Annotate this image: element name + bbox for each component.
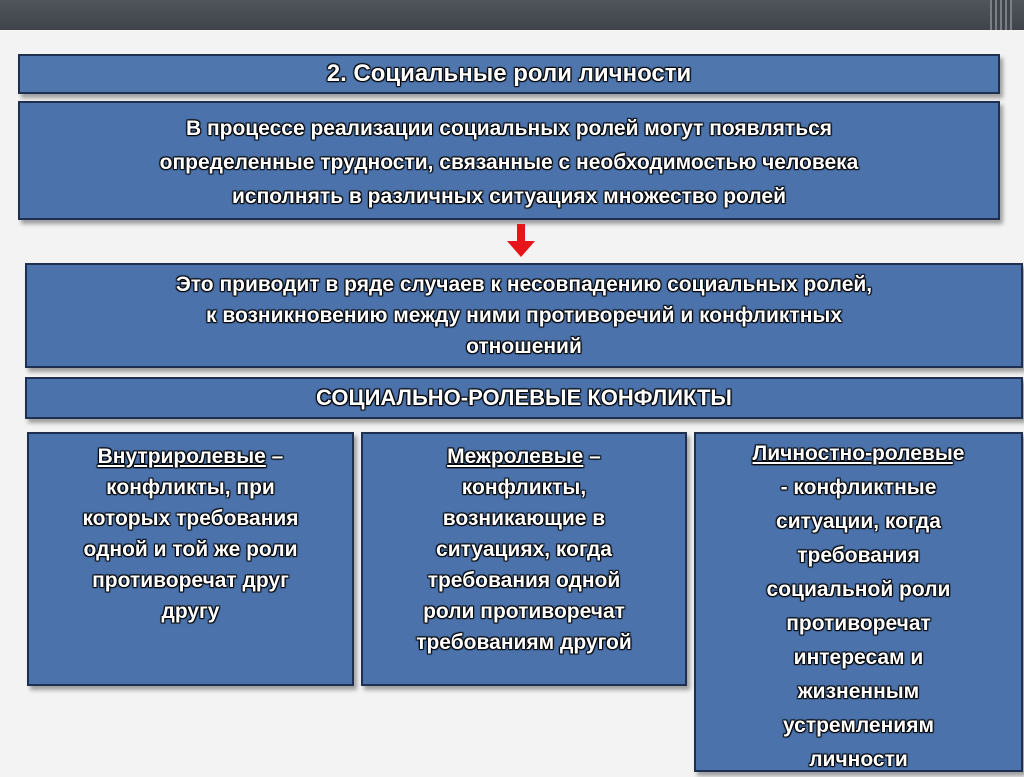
- consequence-line: Это приводит в ряде случаев к несовпадению социальных ролей,: [175, 273, 873, 296]
- conflict-desc-line: жизненным: [797, 680, 920, 703]
- conflict-type-personal-role: [694, 432, 1023, 772]
- conflict-desc-line: роли противоречат: [423, 600, 625, 623]
- conflict-desc-line: противоречат: [786, 612, 931, 635]
- conflict-term-line: [363, 441, 685, 472]
- conflict-term-suffix: –: [583, 445, 601, 468]
- conflict-desc-line: устремлениям: [782, 714, 934, 737]
- conflict-desc-line: требования: [797, 544, 920, 567]
- consequence-box: [25, 263, 1023, 368]
- conflict-desc-line: противоречат друг: [92, 569, 289, 592]
- consequence-line: отношений: [466, 335, 582, 358]
- top-bar-stripes: [990, 0, 1012, 30]
- conflict-term-line: [696, 437, 1021, 471]
- conflict-term: Внутриролевые: [97, 445, 266, 468]
- intro-line: определенные трудности, связанные с необходимостью человека: [159, 151, 859, 174]
- intro-box: [18, 101, 1000, 220]
- conflict-term-line: [29, 441, 352, 472]
- conflict-desc-line: другу: [161, 600, 220, 623]
- conflicts-heading: СОЦИАЛЬНО-РОЛЕВЫЕ КОНФЛИКТЫ: [25, 377, 1023, 419]
- conflict-term-suffix: –: [265, 445, 284, 468]
- slide-title: 2. Социальные роли личности: [18, 54, 1000, 94]
- conflict-desc-line: требования одной: [427, 569, 621, 592]
- conflict-desc-line: конфликты, при: [106, 476, 275, 499]
- conflict-type-inter-role: [361, 432, 687, 686]
- intro-line: В процессе реализации социальных ролей могут появляться: [185, 117, 833, 140]
- conflict-desc-line: которых требования: [82, 507, 299, 530]
- conflict-desc-line: социальной роли: [766, 578, 951, 601]
- conflict-term: Межролевые: [447, 445, 584, 468]
- conflict-desc-line: ситуациях, когда: [436, 538, 612, 561]
- conflict-desc-line: - конфликтные: [780, 476, 937, 499]
- slide-top-bar: [0, 0, 1024, 30]
- conflict-desc-line: конфликты,: [461, 476, 587, 499]
- conflict-desc-line: возникающие в: [442, 507, 606, 530]
- conflict-desc-line: требованиям другой: [416, 631, 632, 654]
- conflict-desc-line: интересам и: [793, 646, 924, 669]
- conflict-desc-line: одной и той же роли: [83, 538, 298, 561]
- intro-line: исполнять в различных ситуациях множество ролей: [231, 185, 787, 208]
- consequence-line: к возникновению между ними противоречий и конфликтных: [205, 304, 843, 327]
- conflict-desc-line: личности: [809, 748, 908, 771]
- conflict-term: Личностно-ролевы: [752, 442, 953, 465]
- conflict-term-suffix: е: [952, 442, 965, 465]
- conflict-desc-line: ситуации, когда: [776, 510, 941, 533]
- conflict-type-intra-role: [27, 432, 354, 686]
- down-arrow-icon: [507, 224, 535, 260]
